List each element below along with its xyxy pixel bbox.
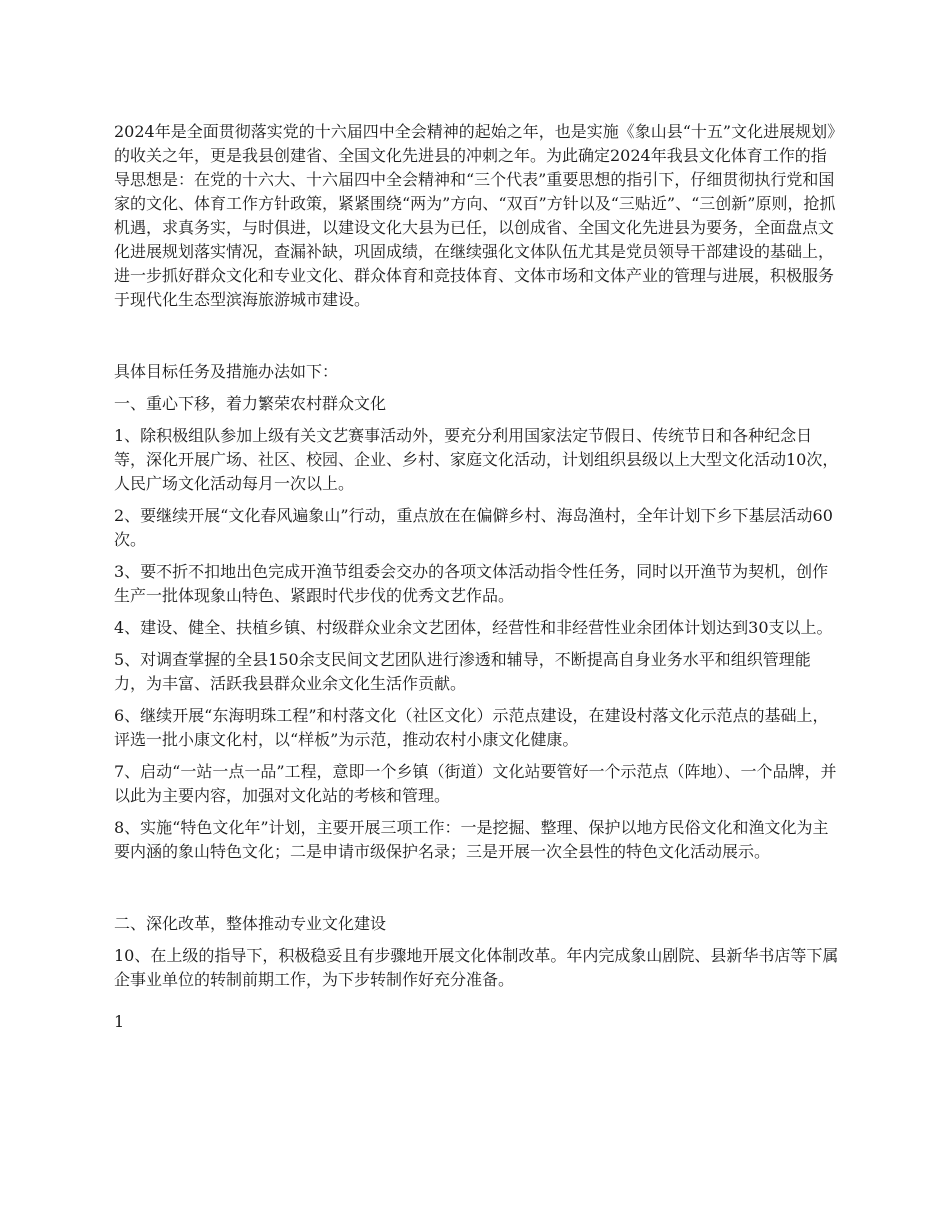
section-2-heading: 二、深化改革，整体推动专业文化建设: [114, 914, 387, 933]
spacer: [114, 496, 842, 504]
spacer: [114, 384, 842, 392]
spacer: [114, 808, 842, 816]
section-1-item: 1、除积极组队参加上级有关文艺赛事活动外，要充分利用国家法定节假日、传统节日和各种纪念日等，深化开展广场、社区、校园、企业、乡村、家庭文化活动，计划组织县级以上大型文化活动10次，人民广场文化活动每月一次以上。: [114, 426, 839, 493]
spacer: [114, 696, 842, 704]
intro-paragraph: 2024年是全面贯彻落实党的十六届四中全会精神的起始之年，也是实施《象山县“十五”文化进展规划》的收关之年，更是我县创建省、全国文化先进县的冲刺之年。为此确定2024年我县文化体育工作的指导思想是：在党的十六大、十六届四中全会精神和“三个代表”重要思想的指引下，仔细贯彻执行党和国家的文化、体育工作方针政策，紧紧围绕“两为”方向、“双百”方针以及“三贴近”、“三创新”原则，抢抓机遇，求真务实，与时俱进，以建设文化大县为已任，以创成省、全国文化先进县为要务，全面盘点文化进展规划落实情况，查漏补缺，巩固成绩，在继续强化文体队伍尤其是党员领导干部建设的基础上，进一步抓好群众文化和专业文化、群众体育和竞技体育、文体市场和文体产业的管理与进展，积极服务于现代化生态型滨海旅游城市建设。: [114, 122, 836, 309]
section-1-item: 8、实施“特色文化年”计划，主要开展三项工作：一是挖掘、整理、保护以地方民俗文化和渔文化为主要内涵的象山特色文化；二是申请市级保护名录；三是开展一次全县性的特色文化活动展示。: [114, 818, 829, 861]
spacer: [114, 608, 842, 616]
section-2-item: 10、在上级的指导下，积极稳妥且有步骤地开展文化体制改革。年内完成象山剧院、县新华书店等下属企事业单位的转制前期工作，为下步转制作好充分准备。: [114, 946, 839, 989]
section-1-heading: 一、重心下移，着力繁荣农村群众文化: [114, 394, 387, 413]
spacer: [114, 752, 842, 760]
spacer: [114, 992, 842, 1000]
spacer: [114, 552, 842, 560]
spacer: [114, 864, 842, 912]
spacer: [114, 640, 842, 648]
spacer: [114, 936, 842, 944]
section-1-item: 2、要继续开展“文化春风遍象山”行动，重点放在在偏僻乡村、海岛渔村，全年计划下乡下基层活动60次。: [114, 506, 833, 549]
section-1-item: 5、对调查掌握的全县150余支民间文艺团队进行渗透和辅导，不断提高自身业务水平和组织管理能力，为丰富、活跃我县群众业余文化生活作贡献。: [114, 650, 811, 693]
document-page: [114, 120, 842, 1034]
page-number: 1: [114, 1012, 125, 1031]
lead-in-text: 具体目标任务及措施办法如下：: [114, 362, 339, 381]
spacer: [114, 416, 842, 424]
section-1-item: 6、继续开展“东海明珠工程”和村落文化（社区文化）示范点建设，在建设村落文化示范点的基础上，评选一批小康文化村，以“样板”为示范，推动农村小康文化健康。: [114, 706, 829, 749]
section-1-item: 3、要不折不扣地出色完成开渔节组委会交办的各项文体活动指令性任务，同时以开渔节为契机，创作生产一批体现象山特色、紧跟时代步伐的优秀文艺作品。: [114, 562, 829, 605]
section-1-item: 4、建设、健全、扶植乡镇、村级群众业余文艺团体，经营性和非经营性业余团体计划达到30支以上。: [114, 618, 833, 637]
spacer: [114, 312, 842, 360]
section-1-item: 7、启动“一站一点一品”工程，意即一个乡镇（街道）文化站要管好一个示范点（阵地）、一个品牌，并以此为主要内容，加强对文化站的考核和管理。: [114, 762, 837, 805]
